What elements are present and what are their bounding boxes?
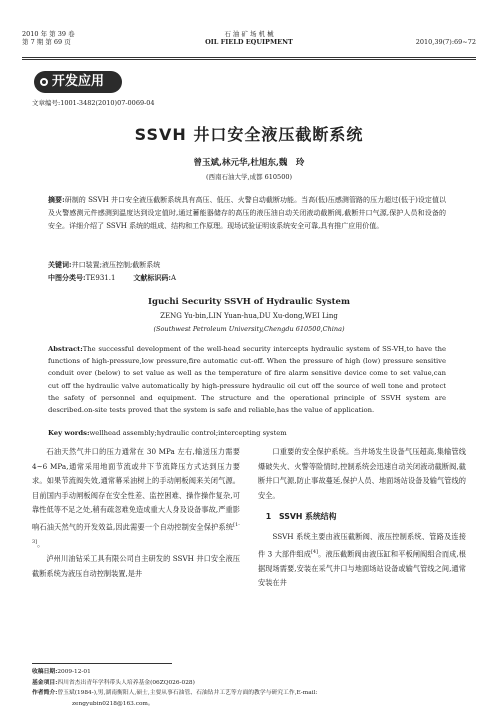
body-paragraph: 口重要的安全保护系统。当井场发生设备气压超高,集输管线爆破失火、火警等险情时,控制系统会迅速自动关闭液动截断阀,截断井口气源,防止事故蔓延,保护人员、地面场站设备及输气管线的安全。 [258,447,466,500]
classification [48,271,446,285]
body-column-right [258,445,466,591]
section-heading: 1 SSVH 系统结构 [265,512,337,522]
paper-title: SSVH 井口安全液压截断系统 [134,125,364,144]
body-text: SSVH 系统主要由液压截断阀、液压控制系统、管路及连接件 3 大部件组成 [258,531,466,558]
affiliation: (西南石油大学,成都 610500) [205,173,293,181]
footnote-received [32,667,468,678]
issue-line: 第 7 期 第 69 页 [22,38,71,46]
footnote-value: 四川省杰出青年学科带头人培养基金(06ZQ026-028) [57,679,195,686]
circle-icon [40,78,48,86]
header-rule-thin [22,59,476,60]
running-header [22,30,476,56]
article-number: 文章编号:1001-3482(2010)07-0069-04 [32,99,155,107]
body-paragraph: 泸州川油钻采工具有限公司自主研发的 SSVH 井口安全液压截断系统为液压自动控制装置,是井 [32,553,240,578]
authors-en: ZENG Yu-bin,LIN Yuan-hua,DU Xu-dong,WEI Ling [160,312,338,320]
body-paragraph [258,530,466,591]
doc-code-value: A [171,274,177,282]
abstract-en-label: Abstract: [48,345,83,353]
body-paragraph: 石油天然气井口的压力通常在 30 MPa 左右,输送压力需要 4~6 MPa,通常采用地面节流或井下节流降压方式达到压力要求。如果节流阀失效,通常幕采油树上的手动闸板阀来关闭气源。目前国内手动闸板阀存在安全性差、监控困难、操作操作复杂,可靠性低等不足之处,稍有疏忽难免造成重大人身及设备事故,严重影响石油天然气的开发效益,因此需要一个自动控制安全保护系统[1-3]。 [32,447,240,549]
abstract-en-text: The successful development of the well-head security intercepts hydraulic system of SS-VH,to have the functions of high-pressure,low pressure,fire automatic cut-off. When the pressure of high (low) pressure sensitive conduit over (below) to set value as well as the temperature of fire alarm sensitive device come to set value,can cut off the hydraulic valve automatically by high-pressure hydraulic oil cut off the source of well tone and protect the safety of personnel and equipment. The structure and the operational principle of SSVH system are described.on-site tests proved that the system is safe and reliable,has the value of application. [48,345,446,415]
keywords-en [48,427,446,439]
volume-line: 2010 年 第 39 卷 [22,30,75,38]
header-rule [22,57,476,58]
paper-title-en: Iguchi Security SSVH of Hydraulic System [148,297,350,307]
footnote-fund [32,678,468,689]
footnote-label: 基金项目: [32,679,58,686]
doc-code-label: 文献标识码: [133,273,172,282]
body-text: 。液压截断阀由液压缸和平板闸阀组合而成,根据现场需要,安装在采气井口与地面场站设备或输气管线之间,通常安装在井 [258,548,466,588]
footnote-author [32,688,468,699]
abstract-en [48,343,446,416]
citation-ref: [1-3] [32,521,240,545]
citation: 2010,39(7):69~72 [415,38,476,46]
footnote-email[interactable]: zengyubin0218@163.com。 [72,700,154,707]
keywords-cn [48,258,446,272]
class-label: 中图分类号: [48,273,86,282]
authors: 曾玉斌,林元华,杜旭东,魏 玲 [193,158,305,168]
body-text: 石油天然气井口的压力通常在 30 MPa 左右,输送压力需要 4~6 MPa,通常采用地面节流或井下节流降压方式达到压力要求。如果节流阀失效,通常幕采油树上的手动闸板阀来关闭气源。目前国内手动闸板阀存在安全性差、监控困难、操作操作复杂,可靠性低等不足之处,稍有疏忽难免造成重大人身及设备事故,严重影响石油天然气的开发效益,因此需要一个自动控制安全保护系统 [32,447,240,532]
keywords-en-label: Key words: [48,429,90,437]
affiliation-en: (Southwest Petroleum University,Chengdu 610500,China) [153,325,345,333]
keywords-cn-label: 关键词: [48,260,72,269]
journal-name [22,30,476,46]
abstract-cn-text: 研制的 SSVH 井口安全液压截断系统具有高压、低压、火警自动截断功能。当高(低)压感测管路的压力超过(低于)设定值以及火警感测元件感测到温度达到设定值时,通过蓄能器储存的高压的液压油自动关闭液动截断阀,截断井口气源,保护人员和设备的安全。详细介绍了 SSVH 系统的组成、结构和工作原理。现场试验证明该系统安全可靠,具有推广应用价值。 [48,196,446,230]
footnote-label: 作者简介: [32,690,58,696]
journal-name-cn: 石 油 矿 场 机 械 [224,30,274,38]
footnotes [32,667,468,709]
body-column-left [32,445,240,581]
class-value: TE931.1 [85,274,116,282]
citation-ref: [4] [310,548,319,555]
footnote-value: 2009-12-01 [57,669,91,675]
footnote-label: 收稿日期: [32,669,58,675]
keywords-en-text: wellhead assembly;hydraulic control;intercepting system [89,429,287,437]
journal-name-en: OIL FIELD EQUIPMENT [205,38,293,46]
section-badge [34,71,122,93]
abstract-cn [48,193,446,233]
section-badge-label: 开发应用 [52,74,105,89]
abstract-cn-label: 摘要: [48,195,65,204]
keywords-cn-text: 井口装置;液压控制;截断系统 [71,261,161,269]
footnote-rule [32,663,172,664]
footnote-value: 曾玉斌(1984-),男,湖南衡阳人,硕士,主要从事石油管、石油钻井工艺等方面的教学与研究工作,E-mail: [57,690,318,696]
